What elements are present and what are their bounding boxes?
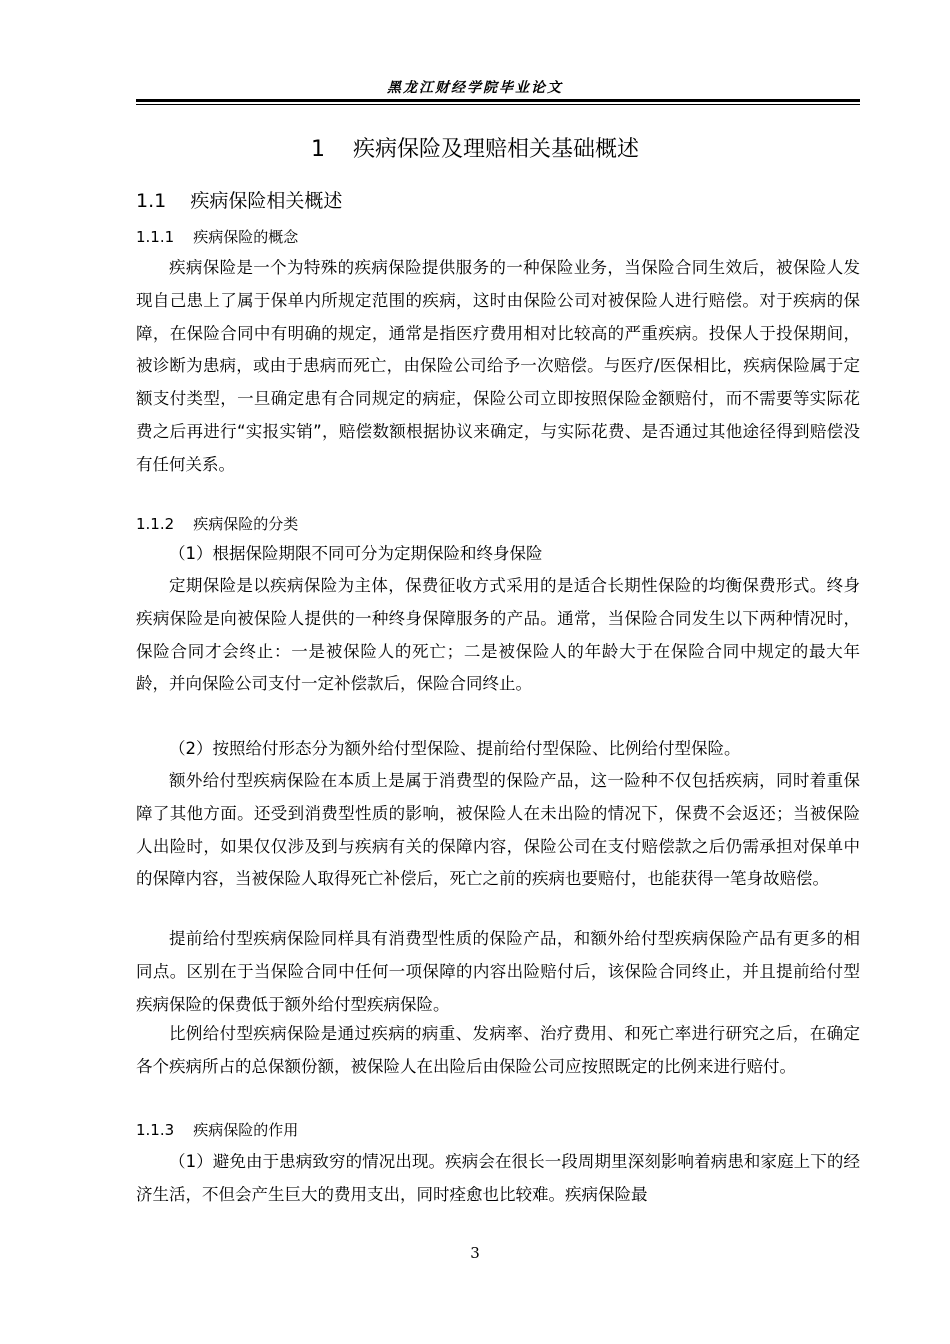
paragraph-classification-2: （2）按照给付形态分为额外给付型保险、提前给付型保险、比例给付型保险。	[169, 739, 741, 758]
paragraph-function-1: （1）避免由于患病致穷的情况出现。疾病会在很长一段周期里深刻影响着病患和家庭上下的经济生活，不但会产生巨大的费用支出，同时痊愈也比较难。疾病保险最	[136, 1152, 860, 1204]
section-heading-1-1: 1.1 疾病保险相关概述	[136, 190, 343, 212]
paragraph-concept: 疾病保险是一个为特殊的疾病保险提供服务的一种保险业务，当保险合同生效后，被保险人发现自己患上了属于保单内所规定范围的疾病，这时由保险公司对被保险人进行赔偿。对于疾病的保障，在保险合同中有明确的规定，通常是指医疗费用相对比较高的严重疾病。投保人于投保期间，被诊断为患病，或由于患病而死亡，由保险公司给予一次赔偿。与医疗/医保相比，疾病保险属于定额支付类型，一旦确定患有合同规定的病症，保险公司立即按照保险金额赔付，而不需要等实际花费之后再进行“实报实销”，赔偿数额根据协议来确定，与实际花费、是否通过其他途径得到赔偿没有任何关系。	[136, 258, 860, 474]
paragraph-advance-payment: 提前给付型疾病保险同样具有消费型性质的保险产品，和额外给付型疾病保险产品有更多的相同点。区别在于当保险合同中任何一项保障的内容出险赔付后，该保险合同终止，并且提前给付型疾病保险的保费低于额外给付型疾病保险。	[136, 929, 860, 1014]
page-number: 3	[470, 1244, 480, 1262]
header-rule-thin	[136, 104, 860, 105]
section-heading-1-1-1: 1.1.1 疾病保险的概念	[136, 228, 299, 246]
paragraph-proportional-payment: 比例给付型疾病保险是通过疾病的病重、发病率、治疗费用、和死亡率进行研究之后，在确定各个疾病所占的总保额份额，被保险人在出险后由保险公司应按照既定的比例来进行赔付。	[136, 1024, 860, 1076]
chapter-title: 1 疾病保险及理赔相关基础概述	[311, 137, 639, 162]
section-heading-1-1-3: 1.1.3 疾病保险的作用	[136, 1121, 299, 1139]
paragraph-classification-1: （1）根据保险期限不同可分为定期保险和终身保险	[169, 544, 543, 563]
running-header-title: 黑龙江财经学院毕业论文	[387, 80, 563, 96]
header-rule-thick	[136, 99, 860, 102]
paragraph-term-insurance: 定期保险是以疾病保险为主体，保费征收方式采用的是适合长期性保险的均衡保费形式。终身疾病保险是向被保险人提供的一种终身保障服务的产品。通常，当保险合同发生以下两种情况时，保险合同才会终止：一是被保险人的死亡；二是被保险人的年龄大于在保险合同中规定的最大年龄，并向保险公司支付一定补偿款后，保险合同终止。	[136, 576, 860, 694]
paragraph-extra-payment: 额外给付型疾病保险在本质上是属于消费型的保险产品，这一险种不仅包括疾病，同时着重保障了其他方面。还受到消费型性质的影响，被保险人在未出险的情况下，保费不会返还；当被保险人出险时，如果仅仅涉及到与疾病有关的保障内容，保险公司在支付赔偿款之后仍需承担对保单中的保障内容，当被保险人取得死亡补偿后，死亡之前的疾病也要赔付，也能获得一笔身故赔偿。	[136, 771, 860, 889]
section-heading-1-1-2: 1.1.2 疾病保险的分类	[136, 515, 299, 533]
